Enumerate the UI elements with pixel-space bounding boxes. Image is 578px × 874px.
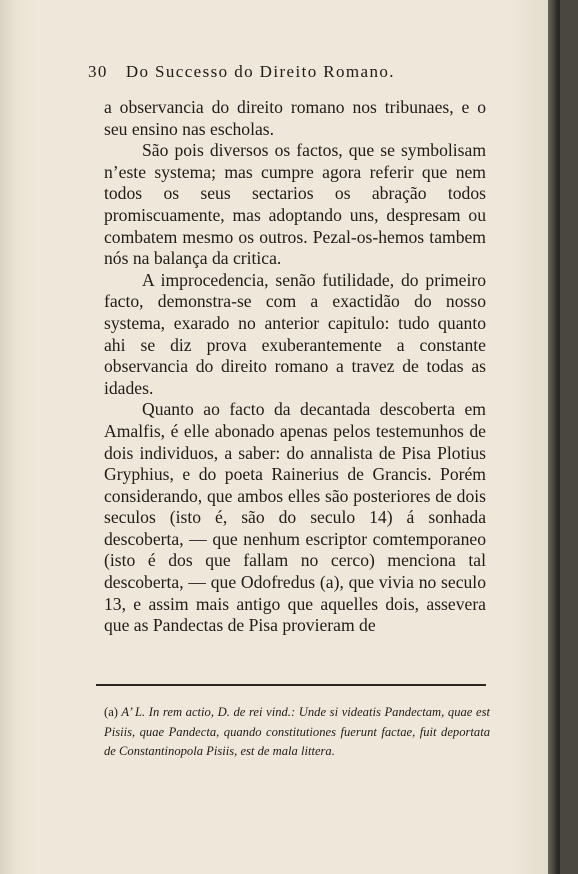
running-title: Do Successo do Direito Romano.: [125, 62, 395, 81]
paragraph: Quanto ao facto da decantada descoberta em Amalfis, é elle abonado apenas pelos testemunhos de dois individuos, a saber: do annalista de Pisa Plotius Gryphius, e do poeta Rainerius de Grancis. Porém considerando, que ambos elles são posteriores de dois seculos (isto é, são do seculo 14) á sonhada descoberta, — que nenhum escriptor comtemporaneo (isto é dos que fallam no cerco) menciona tal descoberta, — que Odofredus (a), que vivia no seculo 13, e assim mais antigo que aquelles dois, assevera que as Pandectas de Pisa provieram de: [104, 399, 486, 636]
body-text: [104, 97, 486, 637]
page-header: [88, 62, 508, 82]
paragraph: a observancia do direito romano nos tribunaes, e o seu ensino nas escholas.: [104, 97, 486, 139]
paragraph: São pois diversos os factos, que se symbolisam n’este systema; mas cumpre agora referir que nem todos os seus sectarios os abração todos promiscuamente, mas adoptando uns, despresam ou combatem mesmo os outros. Pezal-os-hemos tambem nós na balança da critica.: [104, 140, 486, 269]
spine-edge: [560, 0, 578, 874]
footnote-label: (a): [104, 705, 118, 719]
page-number: 30: [88, 62, 108, 81]
footnote-text: A’ L. In rem actio, D. de rei vind.: Unde si videatis Pandectam, quae est Pisiis, quae Pandecta, quando constitutiones fuerunt factae, fuit deportata de Constantinopola Pisiis, est de mala littera.: [104, 705, 491, 758]
footnote: [104, 703, 490, 762]
paragraph: A improcedencia, senão futilidade, do primeiro facto, demonstra-se com a exactidão do nosso systema, exarado no anterior capitulo: tudo quanto ahi se diz prova exuberantemente a constante observancia do direito romano a travez de todas as idades.: [104, 269, 486, 398]
footnote-divider: [96, 684, 486, 686]
